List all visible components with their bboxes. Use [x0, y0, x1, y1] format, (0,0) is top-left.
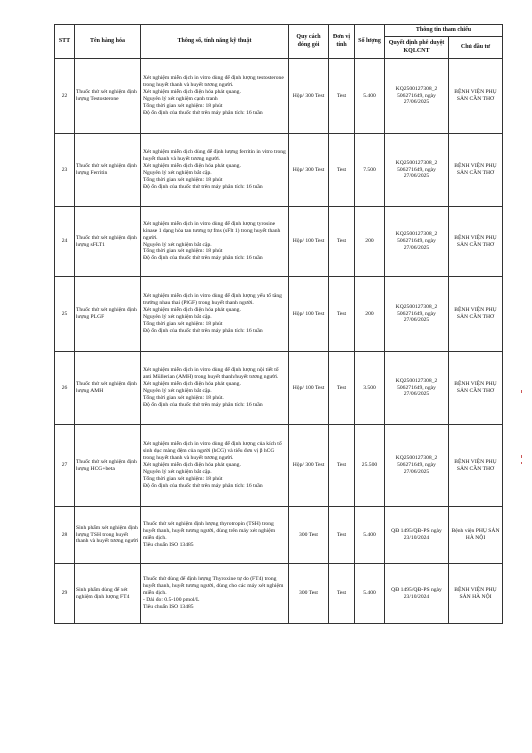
spec-line: Độ ổn định của thuốc thử trên máy phân tích: 16 tuần: [143, 401, 263, 408]
row-decision: KQ2500127308_2 506271649, ngày 27/06/2025: [385, 352, 449, 425]
spec-line: Xét nghiệm miễn dịch điện hóa phát quang.: [143, 381, 241, 388]
spec-line: Độ ổn định của thuốc thử trên máy phân tích: 16 tuần: [143, 109, 263, 116]
spec-line: Độ ổn định của thuốc thử trên máy phân tích: 16 tuần: [143, 327, 263, 334]
spec-line: Nguyên lý xét nghiệm bắt cặp.: [143, 314, 212, 320]
row-decision: KQ2500127308_2 506271649, ngày 27/06/2025: [385, 277, 449, 352]
table-row: [55, 277, 503, 352]
spec-line: Nguyên lý xét nghiệm bắt cặp.: [143, 170, 212, 176]
row-name: Thuốc thử xét nghiệm định lượng AMH: [75, 352, 141, 425]
row-investor: Bệnh viện PHỤ SẢN HÀ NỘI: [449, 507, 503, 564]
header-stt: STT: [55, 25, 75, 59]
spec-line: Xét nghiệm miễn dịch in vitro dùng để định lượng testosterone trong huyết thanh và huyết tương người.: [143, 75, 284, 89]
row-qty: 7.500: [355, 134, 385, 207]
spec-line: Tiêu chuẩn ISO 13485: [143, 541, 194, 548]
row-investor: BỆNH VIỆN PHỤ SẢN HÀ NỘI: [449, 564, 503, 624]
table-row: [55, 207, 503, 277]
row-name: Thuốc thử xét nghiệm định lượng PLGF: [75, 277, 141, 352]
spec-line: Thuốc thử dùng để định lượng Thyroxine tự do (FT4) trong huyết thanh, huyết tương người, dùng cho các máy xét nghiệm miễn dịch.: [143, 576, 284, 596]
spec-line: Độ ổn định của thuốc thử trên máy phân tích: 16 tuần: [143, 183, 263, 190]
table-row: [55, 425, 503, 507]
row-qty: 5.400: [355, 59, 385, 134]
row-spec: [141, 425, 289, 507]
spec-line: Tổng thời gian xét nghiệm: 18 phút: [143, 475, 223, 482]
table-row: [55, 564, 503, 624]
product-table: [54, 24, 503, 624]
row-decision: KQ2500127308_2 506271649, ngày 27/06/2025: [385, 59, 449, 134]
spec-line: Tổng thời gian xét nghiệm: 18 phút: [143, 102, 223, 109]
row-stt: 24: [55, 207, 75, 277]
row-qty: 5.400: [355, 564, 385, 624]
header-ref-group: Thông tin tham chiếu: [385, 25, 503, 37]
row-name: Thuốc thử xét nghiệm định lượng sFLT1: [75, 207, 141, 277]
row-spec: [141, 207, 289, 277]
header-pack: Quy cách đóng gói: [289, 25, 329, 59]
margin-mark: [521, 462, 522, 464]
spec-line: Xét nghiệm miễn dịch in vitro dùng để định lượng nội tiết tố anti Müllerian (AMH) trong huyết thanh/huyết tương người.: [143, 367, 279, 381]
row-pack: Hộp/ 300 Test: [289, 59, 329, 134]
row-spec: [141, 507, 289, 564]
row-investor: BỆNH VIỆN PHỤ SẢN CẦN THƠ: [449, 207, 503, 277]
row-spec: [141, 352, 289, 425]
row-pack: 300 Test: [289, 564, 329, 624]
row-investor: BỆNH VIỆN PHỤ SẢN CẦN THƠ: [449, 352, 503, 425]
row-qty: 5.400: [355, 507, 385, 564]
margin-mark: [521, 390, 522, 393]
row-decision: KQ2500127308_2 506271649, ngày 27/06/2025: [385, 134, 449, 207]
row-unit: Test: [329, 564, 355, 624]
row-decision: QĐ 1495/QĐ-PS ngày 23/10/2024: [385, 507, 449, 564]
row-stt: 23: [55, 134, 75, 207]
row-unit: Test: [329, 207, 355, 277]
row-pack: 300 Test: [289, 507, 329, 564]
row-stt: 22: [55, 59, 75, 134]
spec-line: Tổng thời gian xét nghiệm: 18 phút: [143, 320, 223, 327]
spec-line: Tiêu chuẩn ISO 13485: [143, 603, 194, 610]
spec-line: Xét nghiệm miễn dịch in vitro dùng để định lượng của kích tố sinh dục màng đệm của người (hCG) và tiểu đơn vị β hCG trong huyết thanh và huyết tương người.: [143, 441, 282, 462]
row-unit: Test: [329, 134, 355, 207]
header-qty: Số lượng: [355, 25, 385, 59]
spec-line: Nguyên lý xét nghiệm cạnh tranh: [143, 96, 218, 102]
row-decision: KQ2500127308_2 506271649, ngày 27/06/2025: [385, 425, 449, 507]
header-decision: Quyết định phê duyệt KQLCNT: [385, 37, 449, 59]
spec-line: - Dải đo: 0.5-100 pmol/L: [143, 596, 200, 603]
row-unit: Test: [329, 277, 355, 352]
table-row: [55, 352, 503, 425]
row-spec: [141, 134, 289, 207]
margin-mark: [521, 455, 522, 458]
spec-line: Tổng thời gian xét nghiệm: 18 phút.: [143, 394, 224, 401]
spec-line: Tổng thời gian xét nghiệm: 18 phút: [143, 176, 223, 183]
row-pack: Hộp/ 100 Test: [289, 352, 329, 425]
spec-line: Độ ổn định của thuốc thử trên máy phân tích: 16 tuần: [143, 482, 263, 489]
spec-line: Xét nghiệm miễn dịch dùng để định lượng ferritin in vitro trong huyết thanh và huyết tương người.: [143, 149, 286, 163]
row-unit: Test: [329, 352, 355, 425]
row-investor: BỆNH VIỆN PHỤ SẢN CẦN THƠ: [449, 59, 503, 134]
spec-line: Xét nghiệm miễn dịch in vitro dùng để định lượng yếu tố tăng trưởng nhau thai (PlGF) trong huyết thanh người.: [143, 293, 282, 307]
row-pack: Hộp/ 300 Test: [289, 134, 329, 207]
row-qty: 200: [355, 277, 385, 352]
spec-line: Xét nghiệm miễn dịch điện hóa phát quang.: [143, 462, 241, 468]
row-pack: Hộp/ 100 Test: [289, 277, 329, 352]
row-investor: BỆNH VIỆN PHỤ SẢN CẦN THƠ: [449, 134, 503, 207]
row-stt: 29: [55, 564, 75, 624]
row-qty: 3.500: [355, 352, 385, 425]
spec-line: Xét nghiệm miễn dịch điện hóa phát quang.: [143, 163, 241, 170]
row-unit: Test: [329, 425, 355, 507]
header-unit: Đơn vị tính: [329, 25, 355, 59]
row-name: Thuốc thử xét nghiệm định lượng Testosterone: [75, 59, 141, 134]
row-pack: Hộp/ 100 Test: [289, 207, 329, 277]
table-row: [55, 134, 503, 207]
row-qty: 200: [355, 207, 385, 277]
row-name: Sinh phẩm xét nghiệm định lượng TSH trong huyết thanh và huyết tương người: [75, 507, 141, 564]
spec-line: Độ ổn định của thuốc thử trên máy phân tích: 16 tuần: [143, 255, 263, 262]
spec-line: Nguyên lý xét nghiệm bắt cặp.: [143, 241, 212, 248]
row-qty: 25.500: [355, 425, 385, 507]
header-spec: Thông số, tính năng kỹ thuật: [141, 25, 289, 59]
row-name: Sinh phẩm dùng để xét nghiệm định lượng FT4: [75, 564, 141, 624]
row-stt: 26: [55, 352, 75, 425]
row-spec: [141, 564, 289, 624]
row-investor: BỆNH VIỆN PHỤ SẢN CẦN THƠ: [449, 277, 503, 352]
spec-line: Xét nghiệm miễn dịch điện hóa phát quang.: [143, 89, 241, 96]
spec-line: Nguyên lý xét nghiệm bắt cặp.: [143, 468, 212, 475]
row-pack: Hộp/ 300 Test: [289, 425, 329, 507]
row-name: Thuốc thử xét nghiệm định lượng HCG+beta: [75, 425, 141, 507]
row-stt: 27: [55, 425, 75, 507]
spec-line: Thuốc thử xét nghiệm định lượng thyrotropin (TSH) trong huyết thanh, huyết tương người, dùng trên máy xét nghiệm miễn dịch.: [143, 521, 276, 541]
row-unit: Test: [329, 59, 355, 134]
table-row: [55, 507, 503, 564]
row-stt: 28: [55, 507, 75, 564]
spec-line: Tổng thời gian xét nghiệm: 18 phút: [143, 248, 223, 255]
row-investor: BỆNH VIỆN PHỤ SẢN CẦN THƠ: [449, 425, 503, 507]
row-decision: KQ2500127308_2 506271649, ngày 27/06/2025: [385, 207, 449, 277]
row-spec: [141, 277, 289, 352]
header-investor: Chủ đầu tư: [449, 37, 503, 59]
row-unit: Test: [329, 507, 355, 564]
header-name: Tên hàng hóa: [75, 25, 141, 59]
spec-line: Xét nghiệm miễn dịch điện hóa phát quang.: [143, 307, 241, 314]
table-row: [55, 59, 503, 134]
spec-line: Nguyên lý xét nghiệm bắt cặp.: [143, 388, 212, 394]
row-spec: [141, 59, 289, 134]
row-name: Thuốc thử xét nghiệm định lượng Ferritin: [75, 134, 141, 207]
row-decision: QĐ 1495/QĐ-PS ngày 23/10/2024: [385, 564, 449, 624]
row-stt: 25: [55, 277, 75, 352]
spec-line: Xét nghiệm miễn dịch in vitro dùng để định lượng tyrosine kinase 1 dạng hòa tan tương tự fms (sFlt 1) trong huyết thanh người.: [143, 220, 281, 241]
